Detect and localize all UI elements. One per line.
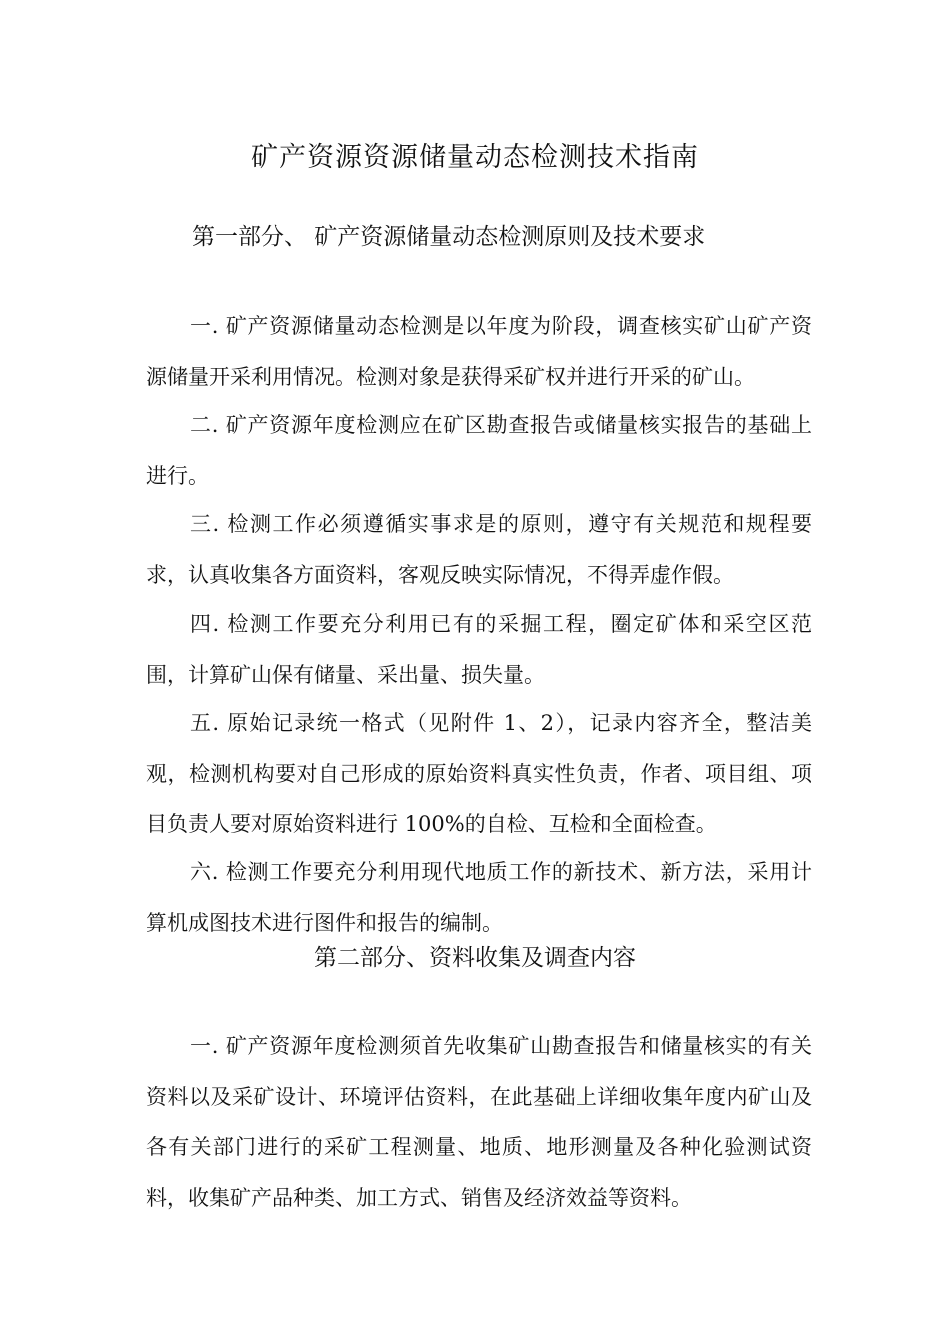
document-title: 矿产资源资源储量动态检测技术指南: [251, 142, 699, 173]
part1-item-3: 三. 检测工作必须遵循实事求是的原则，遵守有关规范和规程要求，认真收集各方面资料，客观反映实际情况，不得弄虚作假。: [146, 512, 812, 587]
part1-item-2: 二. 矿产资源年度检测应在矿区勘查报告或储量核实报告的基础上进行。: [146, 413, 812, 488]
part1-item-5: 五. 原始记录统一格式（见附件 1、2），记录内容齐全，整洁美观，检测机构要对自己形成的原始资料真实性负责，作者、项目组、项目负责人要对原始资料进行 100%的自检、互检和全面检查。: [146, 711, 812, 836]
part2-heading: 第二部分、资料收集及调查内容: [314, 945, 636, 971]
part1-heading: 第一部分、 矿产资源储量动态检测原则及技术要求: [192, 224, 706, 250]
part1-item-4: 四. 检测工作要充分利用已有的采掘工程，圈定矿体和采空区范围，计算矿山保有储量、采出量、损失量。: [146, 612, 812, 687]
part1-item-6: 六. 检测工作要充分利用现代地质工作的新技术、新方法，采用计算机成图技术进行图件和报告的编制。: [146, 860, 812, 935]
part1-item-1: 一. 矿产资源储量动态检测是以年度为阶段，调查核实矿山矿产资源储量开采利用情况。检测对象是获得采矿权并进行开采的矿山。: [146, 314, 812, 389]
part2-item-1: 一. 矿产资源年度检测须首先收集矿山勘查报告和储量核实的有关资料以及采矿设计、环境评估资料，在此基础上详细收集年度内矿山及各有关部门进行的采矿工程测量、地质、地形测量及各种化验测试资料，收集矿产品种类、加工方式、销售及经济效益等资料。: [146, 1034, 812, 1210]
